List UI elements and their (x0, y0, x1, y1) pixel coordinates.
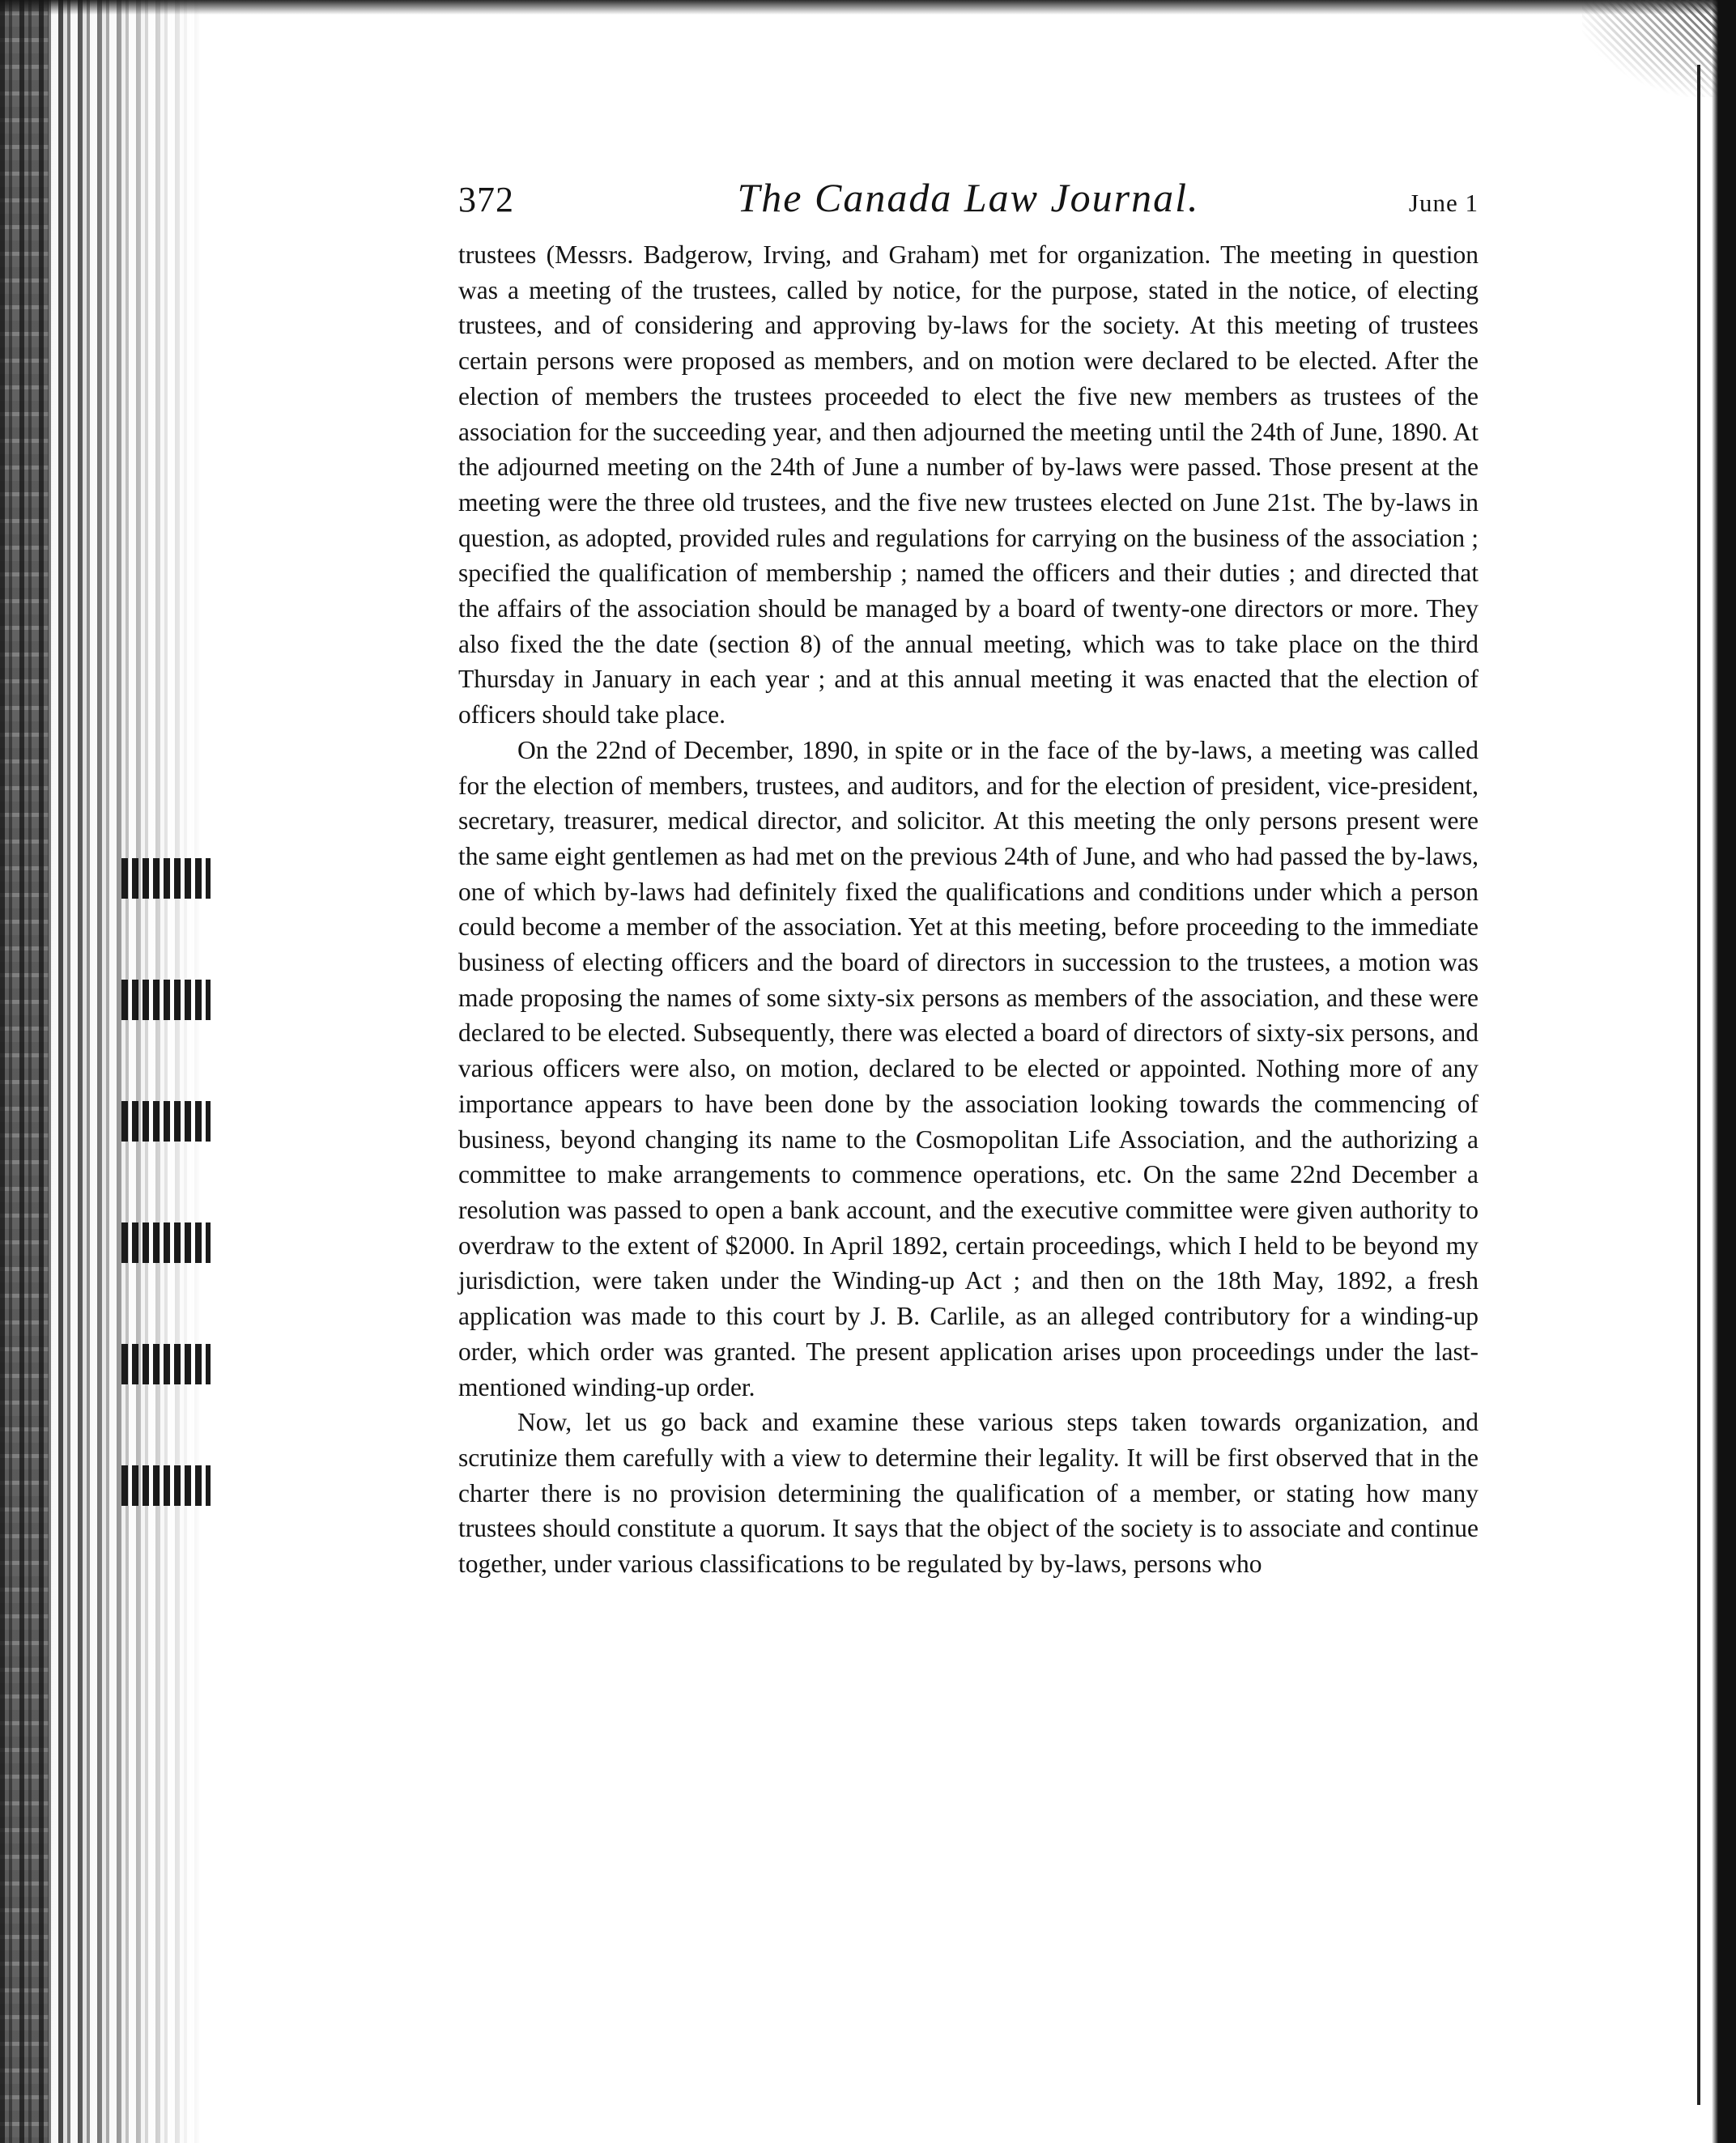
issue-date: June 1 (1408, 189, 1479, 217)
paragraph: On the 22nd of December, 1890, in spite or in the face of the by-laws, a meeting was called for the election of members, trustees, and auditors, and for the election of president, vice-president, secretary, treasurer, medical director, and solicitor. At this meeting the only persons present were the same eight gentlemen as had met on the previous 24th of June, and who had passed the by-laws, one of which by-laws had definitely fixed the qualifications and conditions under which a person could become a member of the association. Yet at this meeting, before proceeding to the immediate business of electing officers and the board of directors in succession to the trustees, a motion was made proposing the names of some sixty-six persons as members of the association, and these were declared to be elected. Subsequently, there was elected a board of directors of sixty-six persons, and various officers were also, on motion, declared to be elected or appointed. Nothing more of any importance appears to have been done by the association looking towards the commencing of business, beyond changing its name to the Cosmopolitan Life Association, and the authorizing a committee to make arrangements to commence operations, etc. On the same 22nd December a resolution was passed to open a bank account, and the executive committee were given authority to overdraw to the extent of $2000. In April 1892, certain proceedings, which I held to be beyond my jurisdiction, were taken under the Winding-up Act ; and then on the 18th May, 1892, a fresh application was made to this court by J. B. Carlile, as an alleged contributory for a winding-up order, which order was granted. The present application arises upon proceedings under the last-mentioned winding-up order. (458, 735, 1479, 1401)
scan-artifact-blotches (121, 810, 211, 1571)
journal-page (458, 166, 1479, 1582)
running-header (458, 166, 1479, 231)
scan-artifact-top-edge (0, 0, 1736, 15)
page-number: 372 (458, 180, 514, 219)
scan-artifact-right-edge (1712, 0, 1736, 2143)
journal-title: The Canada Law Journal. (737, 175, 1200, 220)
body-text (458, 237, 1479, 1582)
paragraph: Now, let us go back and examine these various steps taken towards organization, and scrutinize them carefully with a view to determine their legality. It will be first observed that in the charter there is no provision determining the qualification of a member, or stating how many trustees should constitute a quorum. It says that the object of the society is to associate and continue together, under various classifications to be regulated by by-laws, persons who (458, 1408, 1479, 1579)
scan-artifact-right-line (1697, 65, 1700, 2105)
paragraph-continued: trustees (Messrs. Badgerow, Irving, and Graham) met for organization. The meeting in question was a meeting of the trustees, called by notice, for the purpose, stated in the notice, of electing trustees, and of considering and approving by-laws for the society. At this meeting of trustees certain persons were proposed as members, and on motion were declared to be elected. After the election of members the trustees proceeded to elect the five new members as trustees of the association for the succeeding year, and then adjourned the meeting until the 24th of June, 1890. At the adjourned meeting on the 24th of June a number of by-laws were passed. Those present at the meeting were the three old trustees, and the five new trustees elected on June 21st. The by-laws in question, as adopted, provided rules and regulations for carrying on the business of the association ; specified the qualification of membership ; named the officers and their duties ; and directed that the affairs of the association should be managed by a board of twenty-one directors or more. They also fixed the the date (section 8) of the annual meeting, which was to take place on the third Thursday in January in each year ; and at this annual meeting it was enacted that the election of officers should take place. (458, 240, 1479, 729)
